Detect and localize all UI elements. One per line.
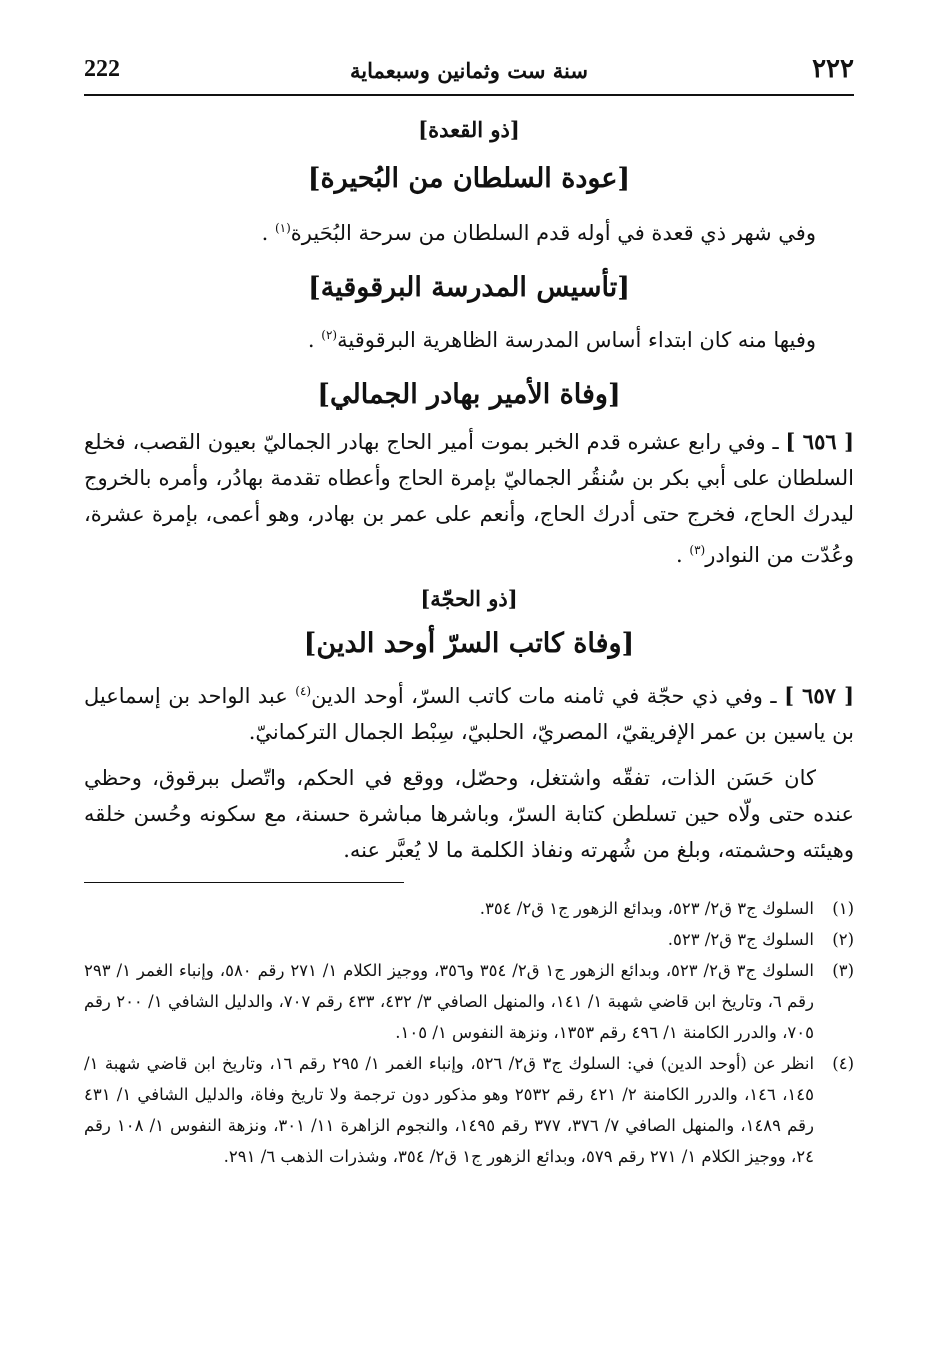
footnote-3 [84,955,854,1048]
footnote-2 [84,924,854,955]
footnote-label: (٣) [832,961,854,980]
page-header [84,48,854,96]
paragraph-text: وفيها منه كان ابتداء أساس المدرسة الظاهرية البرقوقية [337,328,816,352]
footnote-ref-4[interactable]: (٤) [295,684,312,698]
paragraph-barquqiyya [84,317,854,358]
footnote-label: (٢) [832,930,854,949]
section-title-barquqiyya: [تأسيس المدرسة البرقوقية] [307,272,631,303]
footnote-ref-2[interactable]: (٢) [321,328,338,342]
paragraph-end: . [307,328,322,352]
entry-number: [ ٦٥٦ ] [785,429,855,454]
footnote-4 [84,1048,854,1172]
paragraph-end: . [676,543,690,567]
section-title-awhad-al-din: [وفاة كاتب السرّ أوحد الدين] [303,628,635,659]
footnote-text: السلوك ج٣ ق٢/ ٥٢٣، وبدائع الزهور ج١ ق٢/ ٣٥٤. [479,899,814,918]
paragraph-awhad-al-din [84,673,854,750]
section-title-bahadur: [وفاة الأمير بهادر الجمالي] [317,379,621,410]
footnote-text: السلوك ج٣ ق٢/ ٥٢٣. [667,930,814,949]
paragraph-bahadur [84,424,854,573]
main-text [84,110,854,868]
page-number-latin: 222 [84,56,120,82]
book-page [84,48,854,1338]
footnote-text: السلوك ج٣ ق٢/ ٥٢٣، وبدائع الزهور ج١ ق٢/ ٣٥٤ و٣٥٦، ووجيز الكلام ١/ ٢٧١ رقم ٥٨٠، وإنباء الغمر ١/ ٢٩٣ رقم ٦، وتاريخ ابن قاضي شهبة ١/ ١٤١، والمنهل الصافي ٣/ ٤٣٢، ٤٣٣ رقم ٧٠٧، والدليل الشافي ١/ ٢٠٠ رقم ٧٠٥، والدرر الكامنة ١/ ٤٩٦ رقم ١٣٥٣، ونزهة النفوس ١/ ١٠٥. [84,961,815,1042]
paragraph-sultan-return [84,210,854,251]
paragraph-text: ـ وفي ذي حجّة في ثامنه مات كاتب السرّ، أوحد الدين [311,684,785,708]
month-heading-dhu-al-hijja: [ذو الحجّة] [420,586,518,611]
footnote-label: (١) [832,899,854,918]
page-number-arabic: ٢٢٢ [812,54,854,84]
paragraph-biography: كان حَسَن الذات، تفقّه واشتغل، وحصّل، ووقع في الحكم، واتّصل ببرقوق، وحظي عنده حتى ولّاه حين تسلطن كتابة السرّ، وباشرها مباشرة حسنة، مع سكونه وحُسن خلقه وهيئته وحشمته، وبلغ من شُهرته ونفاذ الكلمة ما لا يُعبَّر عنه. [84,766,854,862]
paragraph-end: . [261,221,275,245]
footnote-label: (٤) [832,1054,854,1073]
entry-number: [ ٦٥٧ ] [784,683,854,708]
footnote-ref-3[interactable]: (٣) [689,543,706,557]
running-title: سنة ست وثمانين وسبعماية [350,58,588,83]
section-title-sultan-return: [عودة السلطان من البُحيرة] [307,163,631,194]
paragraph-text: ـ وفي رابع عشره قدم الخبر بموت أمير الحاج بهادر الجماليّ بعيون القصب، فخلع السلطان على أبي بكر بن سُنقُر الجماليّ بإمرة الحاج وأعطاه تقدمة بهادُر، وأمره بالخروج ليدرك الحاج، فخرج حتى أدرك الحاج، وأنعم على عمر بن بهادر، وهو أعمى، بإمرة عشرة، وعُدّت من النوادر [84,430,854,567]
footnote-text: انظر عن (أوحد الدين) في: السلوك ج٣ ق٢/ ٥٢٦، وإنباء الغمر ١/ ٢٩٥ رقم ١٦، وتاريخ ابن قاضي شهبة ١/ ١٤٥، ١٤٦، والدرر الكامنة ٢/ ٤٢١ رقم ٢٥٣٢ وهو مذكور دون ترجمة ولا تاريخ وفاة، والدليل الشافي ١/ ٤٣١ رقم ١٤٨٩، والمنهل الصافي ٧/ ٣٧٦، ٣٧٧ رقم ١٤٩٥، والنجوم الزاهرة ١١/ ٣٠١، ونزهة النفوس ١/ ١٠٨ رقم ٢٤، ووجيز الكلام ١/ ٢٧١ رقم ٥٧٩، وبدائع الزهور ج١ ق٢/ ٣٥٤، وشذرات الذهب ٦/ ٢٩١. [84,1054,815,1166]
paragraph-text: وفي شهر ذي قعدة في أوله قدم السلطان من سرحة البُحَيرة [290,221,816,245]
footnotes [84,893,854,1172]
month-heading-dhu-al-qada: [ذو القعدة] [418,117,520,142]
footnote-ref-1[interactable]: (١) [274,221,291,235]
footnote-1 [84,893,854,924]
paragraph-text-continued: عبد الواحد بن إسماعيل بن ياسين بن عمر الإفريقيّ، المصريّ، الحلبيّ، سِبْط الجمال التركمانيّ. [84,684,854,744]
footnote-separator [84,882,404,883]
